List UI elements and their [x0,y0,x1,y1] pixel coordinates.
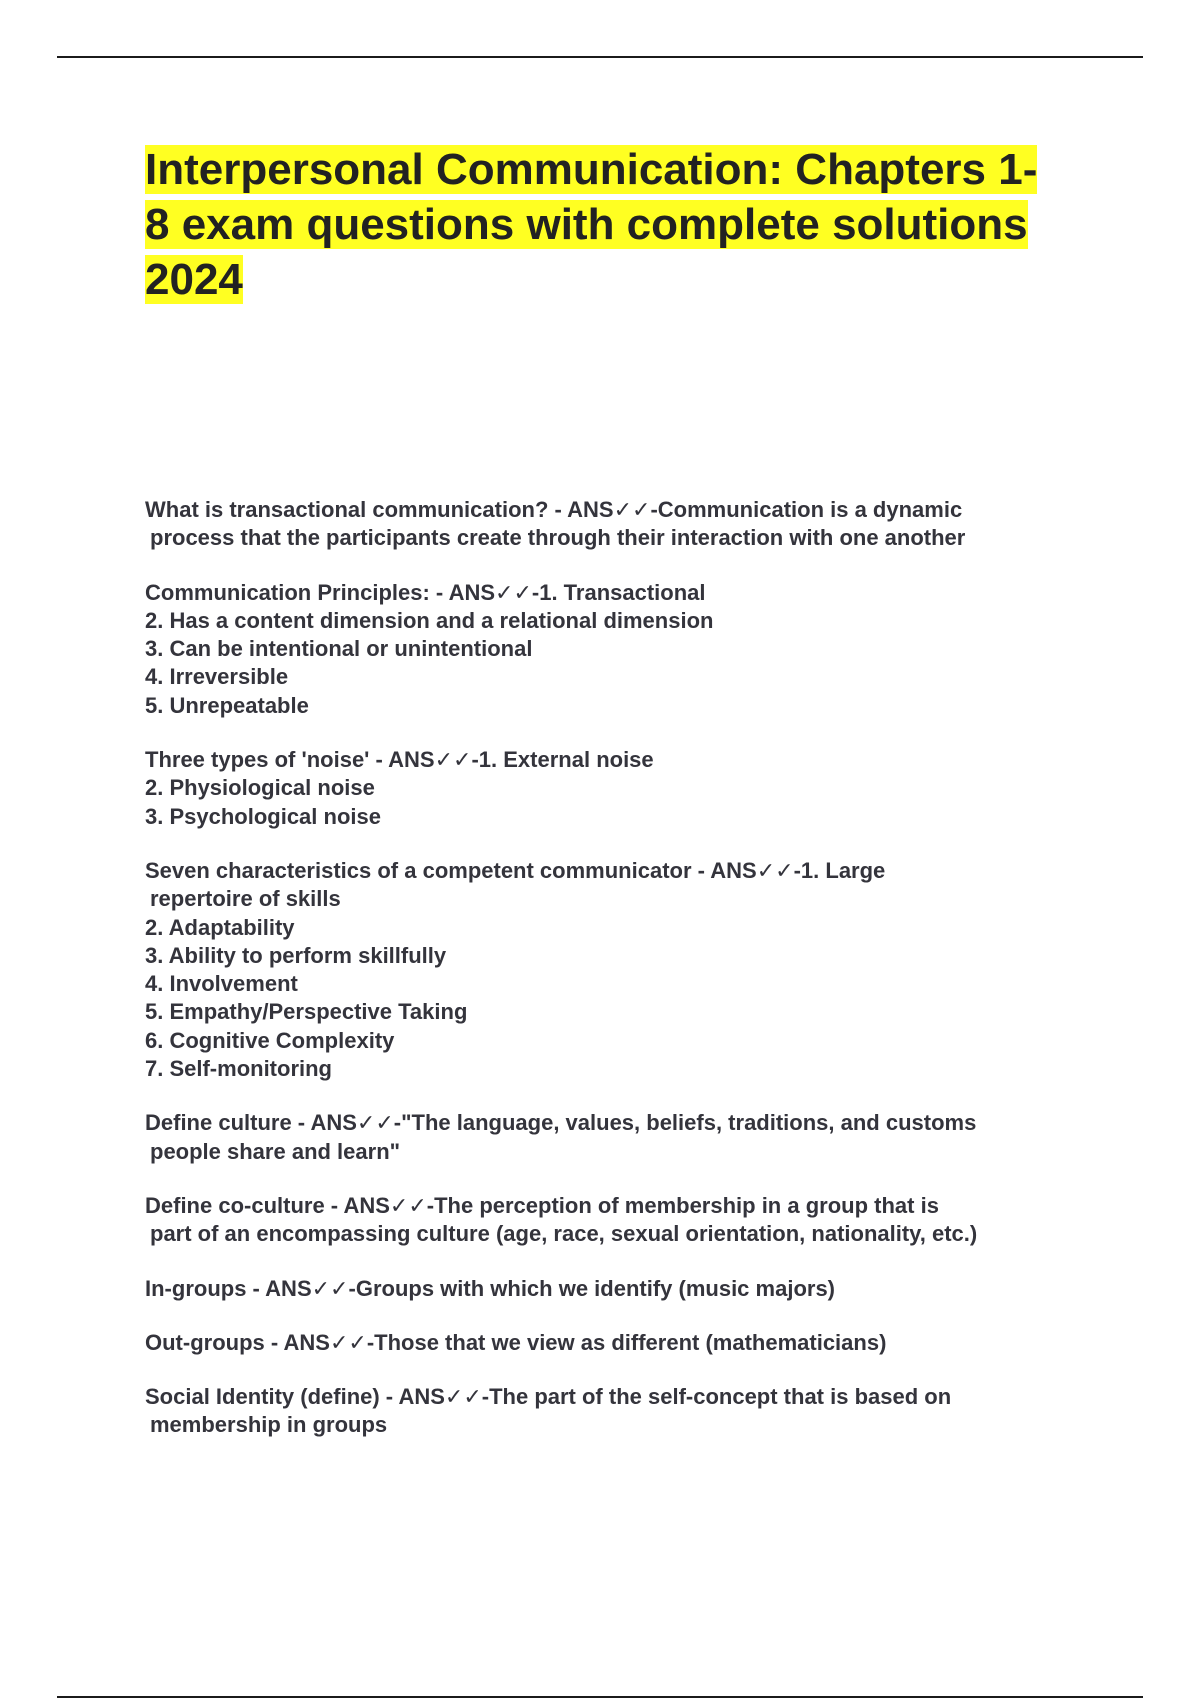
answer-line: 4. Irreversible [145,664,289,690]
answer-line: Those that we view as different (mathematicians) [374,1329,887,1355]
answer-marker: ANS✓✓- [567,497,658,522]
qa-item [145,579,1095,720]
answer-line: 2. Adaptability [145,914,295,940]
answer-line: The part of the self-concept that is based on [489,1384,952,1410]
answer-line: part of an encompassing culture (age, race, sexual orientation, nationality, etc.) [150,1221,978,1247]
question-text: Out-groups - [145,1329,284,1355]
answer-marker: ANS✓✓- [388,747,479,773]
answer-line: "The language, values, beliefs, traditions, and customs [401,1110,977,1136]
answer-line: Groups with which we identify (music majors) [355,1275,836,1301]
answer-line: 1. Large [800,857,886,883]
answer-line: 7. Self-monitoring [145,1056,332,1082]
answer-marker: ANS✓✓- [283,1329,375,1355]
answer-line: Communication is a dynamic [657,497,963,522]
answer-line: 1. Transactional [539,579,706,605]
question-text: In-groups - [145,1275,266,1301]
answer-marker: ANS✓✓- [710,857,801,883]
answer-line: 3. Can be intentional or unintentional [145,636,533,662]
answer-line: membership in groups [150,1412,388,1438]
answer-line: 6. Cognitive Complexity [145,1027,395,1053]
question-text: What is transactional communication? - [145,497,568,522]
question-text: Define culture - [145,1110,311,1136]
question-text: Social Identity (define) - [145,1384,399,1410]
answer-line: 3. Ability to perform skillfully [145,942,447,968]
qa-item [145,1109,1095,1166]
answer-line: 1. External noise [478,747,654,773]
qa-item [145,496,1095,553]
qa-item [145,746,1095,831]
question-text: Seven characteristics of a competent communicator - [145,857,711,883]
qa-item [145,857,1095,1083]
qa-item [145,1275,1095,1303]
answer-marker: ANS✓✓- [448,579,540,605]
qa-item [145,1192,1095,1249]
answer-line: people share and learn" [150,1138,401,1164]
question-text: Define co-culture - [145,1192,344,1218]
answer-marker: ANS✓✓- [398,1384,490,1410]
answer-marker: ANS✓✓- [343,1192,435,1218]
title-line-2: 8 exam questions with complete solutions [145,200,1028,249]
qa-list [145,496,1095,1466]
bottom-rule [57,1696,1143,1698]
answer-line: process that the participants create through their interaction with one another [150,525,966,551]
answer-line: 5. Unrepeatable [145,692,309,718]
answer-marker: ANS✓✓- [310,1110,402,1136]
answer-line: 2. Physiological noise [145,775,375,801]
answer-line: 4. Involvement [145,971,298,997]
answer-marker: ANS✓✓- [265,1275,356,1301]
answer-line: 3. Psychological noise [145,803,381,829]
answer-line: 5. Empathy/Perspective Taking [145,999,468,1025]
qa-item [145,1329,1095,1357]
answer-line: repertoire of skills [150,886,341,912]
title-line-3: 2024 [145,255,243,304]
qa-item [145,1383,1095,1440]
title-line-1: Interpersonal Communication: Chapters 1- [145,145,1038,194]
question-text: Communication Principles: - [145,579,449,605]
top-rule [57,56,1143,58]
answer-line: The perception of membership in a group that is [434,1192,939,1218]
question-text: Three types of 'noise' - [145,747,389,773]
answer-line: 2. Has a content dimension and a relational dimension [145,607,714,633]
document-title [145,142,1095,307]
